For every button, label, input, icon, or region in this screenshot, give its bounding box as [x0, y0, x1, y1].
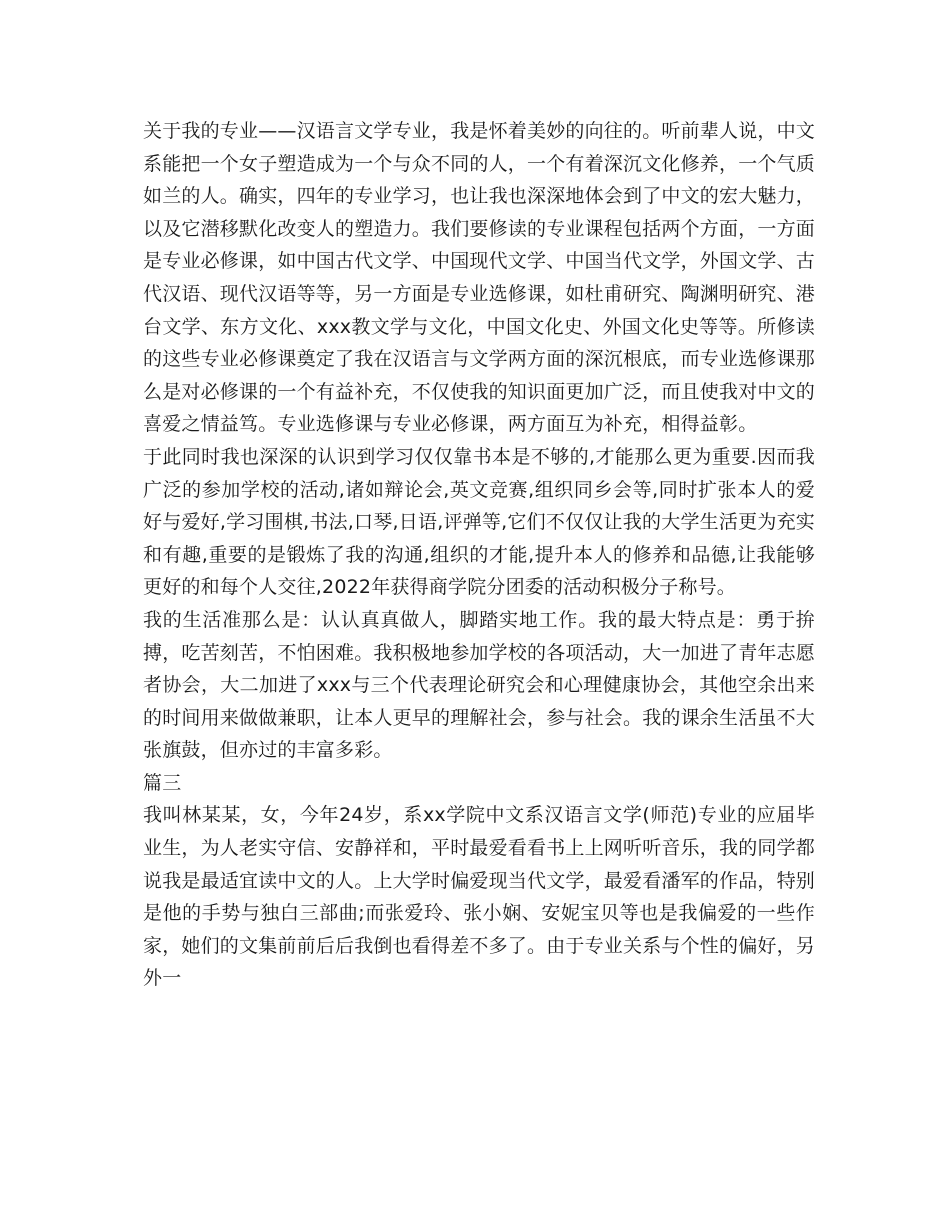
document-body — [143, 115, 815, 995]
paragraph-major-study: 关于我的专业——汉语言文学专业，我是怀着美妙的向往的。听前辈人说，中文系能把一个女子塑造成为一个与众不同的人，一个有着深沉文化修养，一个气质如兰的人。确实，四年的专业学习，也让我也深深地体会到了中文的宏大魅力，以及它潜移默化改变人的塑造力。我们要修读的专业课程包括两个方面，一方面是专业必修课，如中国古代文学、中国现代文学、中国当代文学，外国文学、古代汉语、现代汉语等等，另一方面是专业选修课，如杜甫研究、陶渊明研究、港台文学、东方文化、xxx教文学与文化，中国文化史、外国文化史等等。所修读的这些专业必修课奠定了我在汉语言与文学两方面的深沉根底，而专业选修课那么是对必修课的一个有益补充，不仅使我的知识面更加广泛，而且使我对中文的喜爱之情益笃。专业选修课与专业必修课，两方面互为补充，相得益彰。 — [143, 120, 816, 436]
paragraph-life-principles: 我的生活准那么是：认认真真做人，脚踏实地工作。我的最大特点是：勇于拚搏，吃苦刻苦，不怕困难。我积极地参加学校的各项活动，大一加进了青年志愿者协会，大二加进了xxx与三个代表理论研究会和心理健康协会，其他空余出来的时间用来做做兼职，让本人更早的理解社会，参与社会。我的课余生活虽不大张旗鼓，但亦过的丰富多彩。 — [143, 608, 816, 762]
section-heading: 篇三 — [143, 771, 182, 794]
paragraph-activities: 于此同时我也深深的认识到学习仅仅靠书本是不够的,才能那么更为重要.因而我广泛的参加学校的活动,诸如辩论会,英文竞赛,组织同乡会等,同时扩张本人的爱好与爱好,学习围棋,书法,口琴,日语,评弹等,它们不仅仅让我的大学生活更为充实和有趣,重要的是锻炼了我的沟通,组织的才能,提升本人的修养和品德,让我能够更好的和每个人交往,2022年获得商学院分团委的活动积极分子称号。 — [143, 445, 815, 599]
paragraph-self-introduction: 我叫林某某，女，今年24岁，系xx学院中文系汉语言文学(师范)专业的应届毕业生，为人老实守信、安静祥和，平时最爱看看书上上网听听音乐，我的同学都说我是最适宜读中文的人。上大学时偏爱现当代文学，最爱看潘军的作品，特别是他的手势与独白三部曲;而张爱玲、张小娴、安妮宝贝等也是我偏爱的一些作家，她们的文集前前后后我倒也看得差不多了。由于专业关系与个性的偏好，另外一 — [143, 804, 816, 990]
